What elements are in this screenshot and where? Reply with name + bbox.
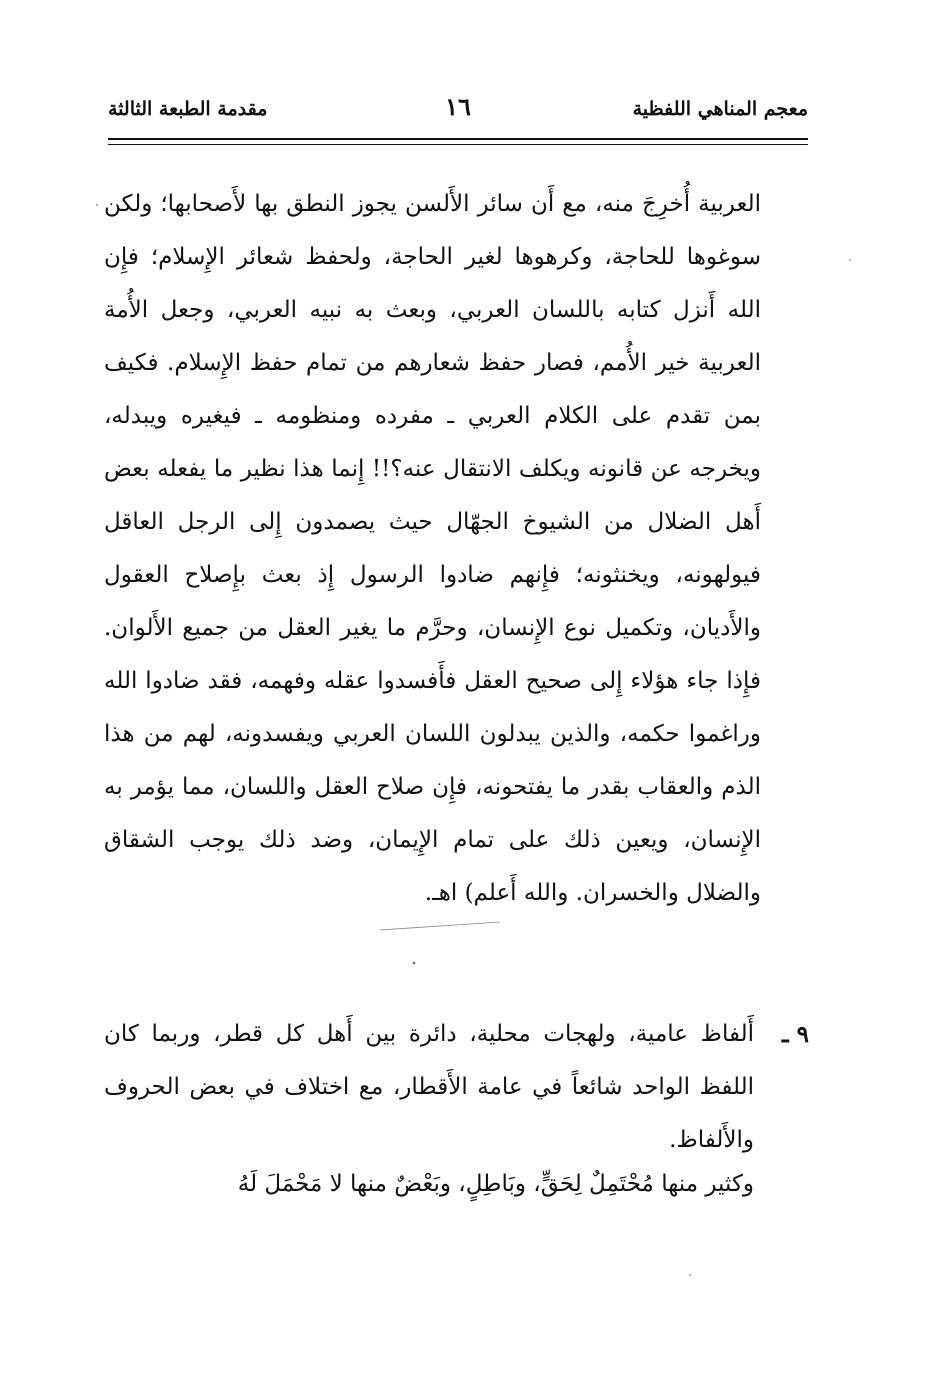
page-header	[108, 92, 808, 132]
list-item-9	[104, 1008, 809, 1167]
running-head-section-title: مقدمة الطبعة الثالثة	[108, 98, 268, 120]
list-item-text: أَلفاظ عامية، ولهجات محلية، دائرة بين أَهل كل قطر، وربما كان اللفظ الواحد شائعاً في عامة الأَقطار، مع اختلاف في بعض الحروف والأَلفاظ.	[104, 1021, 754, 1153]
scan-speck	[849, 259, 851, 261]
scan-speck	[96, 204, 98, 206]
page-number: ١٦	[445, 92, 471, 121]
main-paragraph	[104, 178, 761, 920]
scan-stroke-mark	[380, 922, 500, 930]
scan-speck	[689, 1274, 691, 1276]
list-item-number: ٩ ـ	[781, 1021, 809, 1048]
paragraph-text: العربية أُخرِجَ منه، مع أَن سائر الأَلسن يجوز النطق بها لأَصحابها؛ ولكن سوغوها للحاجة، وكرهوها لغير الحاجة، ولحفظ شعائر الإِسلام؛ فإِن الله أَنزل كتابه باللسان العربي، وبعث به نبيه العربي، وجعل الأُمة العربية خير الأُمم، فصار حفظ شعارهم من تمام حفظ الإِسلام. فكيف بمن تقدم على الكلام العربي ـ مفرده ومنظومه ـ فيغيره ويبدله، ويخرجه عن قانونه ويكلف الانتقال عنه؟!! إِنما هذا نظير ما يفعله بعض أَهل الضلال من الشيوخ الجهّال حيث يصمدون إِلى الرجل العاقل فيولهونه، ويخنثونه؛ فإِنهم ضادوا الرسول إِذ بعث بإِصلاح العقول والأَديان، وتكميل نوع الإِنسان، وحرَّم ما يغير العقل من جميع الأَلوان. فإِذا جاء هؤلاء إِلى صحيح العقل فأَفسدوا عقله وفهمه، فقد ضادوا الله وراغموا حكمه، والذين يبدلون اللسان العربي ويفسدونه، لهم من هذا الذم والعقاب بقدر ما يفتحونه، فإِن صلاح العقل واللسان، مما يؤمر به الإِنسان، ويعين ذلك على تمام الإِيمان، وضد ذلك يوجب الشقاق والضلال والخسران. والله أَعلم) اهـ.	[104, 191, 761, 906]
continuation-paragraph: وكثير منها مُحْتَمِلٌ لِحَقٍّ، وبَاطِلٍ، وبَعْضٌ منها لا مَحْمَلَ لَهُ	[237, 1171, 754, 1197]
header-rule-thin	[108, 144, 808, 145]
header-rule-thick	[108, 138, 808, 140]
scan-speck	[413, 962, 416, 965]
running-head-book-title: معجم المناهي اللفظية	[632, 98, 808, 120]
